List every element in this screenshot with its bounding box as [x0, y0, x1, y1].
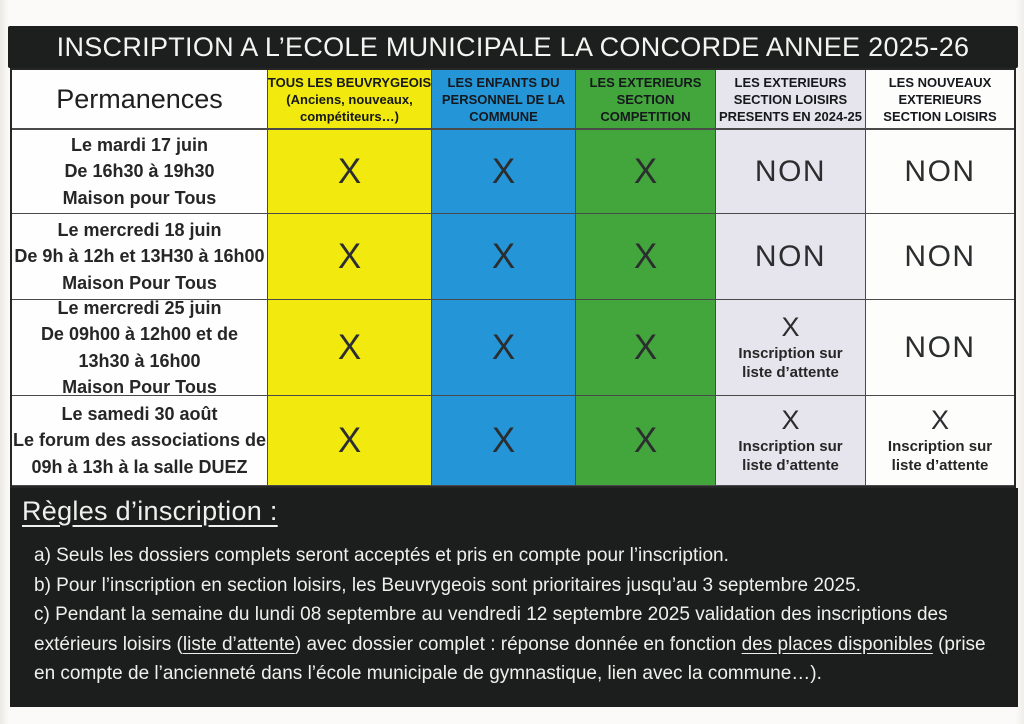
mark-cell [268, 130, 432, 214]
date-line: Le mercredi 25 juin [57, 300, 222, 318]
mark-x: X [491, 152, 516, 191]
rule-item-c [22, 600, 990, 689]
waitlist-note: Inscription sur liste d’attente [738, 437, 843, 474]
column-header-line: SECTION [616, 91, 675, 107]
mark-cell [576, 214, 716, 300]
column-header-line: TOUS LES BEUVRYGEOIS [268, 74, 432, 90]
date-line: De 09h00 à 12h00 et de [40, 324, 239, 344]
column-header-line: PRESENTS EN 2024-25 [718, 108, 863, 124]
date-line: Maison pour Tous [62, 187, 217, 208]
mark-cell [866, 300, 1014, 396]
waitlist-note: Inscription sur liste d’attente [738, 344, 843, 381]
column-header-line: SECTION LOISIRS [733, 91, 848, 107]
mark-cell [268, 300, 432, 396]
mark-non: NON [754, 154, 827, 188]
mark-x: X [337, 152, 362, 191]
mark-x: X [633, 328, 658, 367]
column-header-line: LES EXTERIEURS [734, 74, 847, 90]
mark-cell [432, 300, 576, 396]
date-line: 13h30 à 16h00 [78, 350, 201, 371]
date-line: Le forum des associations de [12, 430, 267, 451]
mark-x: X [633, 421, 658, 460]
mark-non: NON [904, 239, 976, 273]
mark-cell [432, 130, 576, 214]
rule-c-segment: (prise en compte de l’ancienneté dans l’école municipale de gymnastique, lien avec la commune…). [34, 633, 986, 684]
mark-cell-with-note [716, 300, 866, 396]
column-header-enfants-personnel [432, 70, 576, 130]
column-header-line: EXTERIEURS [898, 91, 982, 107]
mark-cell [716, 214, 866, 300]
column-header-line: SECTION LOISIRS [883, 108, 997, 124]
column-header-line: LES EXTERIEURS [589, 74, 702, 90]
column-header-exterieurs-competition [576, 70, 716, 130]
date-line: De 9h à 12h et 13H30 à 16h00 [14, 246, 265, 267]
date-line: Maison Pour Tous [62, 272, 217, 293]
date-cell-samedi-30-aout [12, 396, 268, 486]
column-header-line: COMPETITION [600, 108, 691, 124]
date-line: Maison Pour Tous [62, 377, 217, 396]
rule-c-underlined-places-disponibles: des places disponibles [741, 633, 933, 655]
mark-x: X [633, 152, 658, 191]
date-line: Le mercredi 18 juin [57, 219, 222, 240]
mark-cell [576, 130, 716, 214]
mark-x: X [337, 237, 362, 276]
mark-x: X [781, 404, 800, 435]
mark-cell [866, 130, 1014, 214]
rule-item-a: a) Seuls les dossiers complets seront acceptés et pris en compte pour l’inscription. [34, 545, 729, 566]
mark-x: X [781, 311, 800, 342]
mark-cell [268, 396, 432, 486]
waitlist-note: Inscription sur liste d’attente [887, 437, 993, 474]
page-title: INSCRIPTION A L’ECOLE MUNICIPALE LA CONCORDE ANNEE 2025-26 [56, 31, 970, 62]
column-header-line: PERSONNEL DE LA [441, 91, 566, 107]
column-header-line: (Anciens, nouveaux, [286, 91, 413, 107]
column-header-exterieurs-loisirs-2024 [716, 70, 866, 130]
mark-x: X [491, 328, 516, 367]
mark-x: X [491, 237, 516, 276]
rules-heading: Règles d’inscription : [22, 496, 278, 526]
mark-x: X [337, 421, 362, 460]
date-cell-mercredi-18-juin [12, 214, 268, 300]
mark-non: NON [904, 154, 976, 188]
column-header-beuvrygeois [268, 70, 432, 130]
column-header-line: compétiteurs…) [300, 108, 399, 124]
mark-cell [432, 214, 576, 300]
rule-c-segment: c) Pendant la semaine du lundi 08 septembre au vendredi 12 septembre 2025 validation des inscriptions des extérieurs loisirs ( [34, 604, 948, 655]
mark-x: X [930, 404, 949, 435]
mark-non: NON [904, 330, 976, 364]
mark-cell [866, 214, 1014, 300]
mark-non: NON [754, 239, 827, 273]
date-line: Le samedi 30 août [61, 403, 218, 424]
column-header-nouveaux-exterieurs [866, 70, 1014, 130]
mark-cell [576, 300, 716, 396]
column-header-line: LES ENFANTS DU [447, 74, 560, 90]
corner-header-permanences [12, 70, 268, 130]
mark-cell [268, 214, 432, 300]
rule-item-b: b) Pour l’inscription en section loisirs, les Beuvrygeois sont prioritaires jusqu’au 3 septembre 2025. [34, 574, 861, 596]
mark-cell-with-note [716, 396, 866, 486]
rule-c-underlined-liste-attente: liste d’attente [182, 633, 295, 655]
title-bar [8, 26, 1018, 68]
mark-cell [576, 396, 716, 486]
permanences-table [10, 68, 1016, 488]
date-line: De 16h30 à 19h30 [64, 161, 215, 182]
date-cell-mercredi-25-juin [12, 300, 268, 396]
column-header-line: LES NOUVEAUX [888, 74, 992, 90]
mark-x: X [633, 237, 658, 276]
column-header-line: COMMUNE [469, 108, 538, 124]
mark-cell [432, 396, 576, 486]
date-line: Le mardi 17 juin [70, 134, 209, 155]
permanences-label: Permanences [56, 83, 223, 114]
mark-cell [716, 130, 866, 214]
rule-c-segment: ) avec dossier complet : réponse donnée en fonction [294, 633, 742, 655]
rules-section [10, 488, 1018, 707]
mark-cell-with-note [866, 396, 1014, 486]
date-line: 09h à 13h à la salle DUEZ [31, 456, 248, 477]
mark-x: X [337, 328, 362, 367]
date-cell-mardi-17-juin [12, 130, 268, 214]
mark-x: X [491, 421, 516, 460]
